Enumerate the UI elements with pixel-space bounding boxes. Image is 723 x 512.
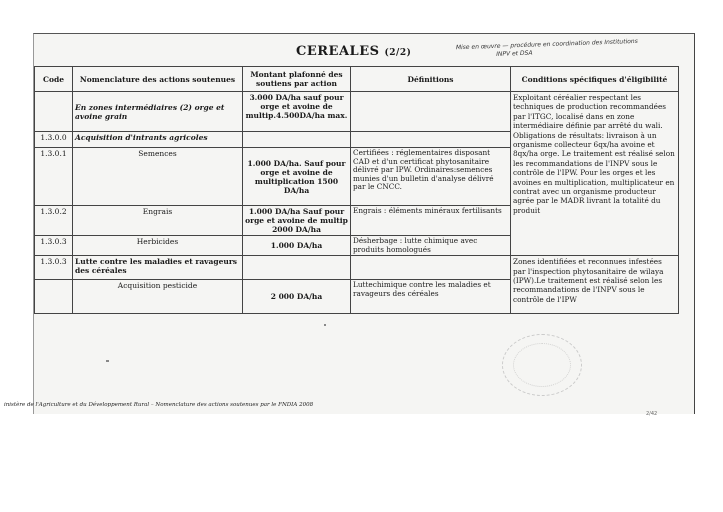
header-nomenclature: Nomenclature des actions soutenues bbox=[73, 67, 243, 92]
row-code: 1.3.0.1 bbox=[35, 148, 73, 206]
title-part: (2/2) bbox=[384, 48, 412, 58]
row-code: 1.3.0.0 bbox=[35, 132, 73, 148]
handwritten-note bbox=[456, 36, 701, 61]
row-definition: Certifiées : réglementaires disposant CAD et d'un certificat phytosanitaire délivré par IPW. Ordinaires:semences munies d'un bulletin d'analyse délivré par le CNCC. bbox=[351, 148, 511, 206]
row-definition: Luttechimique contre les maladies et ravageurs des céréales bbox=[351, 280, 511, 314]
row-code: 1.3.0.3 bbox=[35, 256, 73, 280]
handwritten-note-line2: INPV et DSA bbox=[496, 49, 533, 58]
header-conditions: Conditions spécifiques d'éligibilité bbox=[511, 67, 679, 92]
row-definition bbox=[351, 132, 511, 148]
row-montant: 1.000 DA/ha bbox=[243, 236, 351, 256]
nomenclature-table bbox=[34, 66, 679, 314]
handwritten-note-line1: Mise en œuvre — procédure en coordination des Institutions bbox=[455, 37, 638, 52]
row-definition bbox=[351, 92, 511, 132]
row-nomenclature: Semences bbox=[73, 148, 243, 206]
row-nomenclature: Acquisition d'intrants agricoles bbox=[73, 132, 243, 148]
table-header-row bbox=[35, 67, 679, 92]
row-nomenclature: Engrais bbox=[73, 206, 243, 236]
table-row bbox=[35, 92, 679, 132]
row-code: 1.3.0.2 bbox=[35, 206, 73, 236]
header-code: Code bbox=[35, 67, 73, 92]
title-main: CEREALES bbox=[296, 44, 380, 59]
row-code bbox=[35, 280, 73, 314]
row-montant bbox=[243, 132, 351, 148]
row-code bbox=[35, 92, 73, 132]
scan-speck bbox=[324, 324, 326, 326]
scan-speck bbox=[106, 360, 109, 362]
header-montant: Montant plafonné des soutiens par action bbox=[243, 67, 351, 92]
row-nomenclature: Acquisition pesticide bbox=[73, 280, 243, 314]
row-montant: 1.000 DA/ha Sauf pour orge et avoine de multip 2000 DA/ha bbox=[243, 206, 351, 236]
header-definitions: Définitions bbox=[351, 67, 511, 92]
row-nomenclature: Herbicides bbox=[73, 236, 243, 256]
conditions-cell-1: Exploitant céréalier respectant les techniques de production recommandées par l'ITGC, localisé dans en zone intermédiaire définie par arrêté du wali. Obligations de résultats: livraison à un organisme collecteur 6qx/ha avoine et 8qx/ha orge. Le traitement est réalisé selon les recommandations de l'INPV sous le contrôle de l'IPW. Pour les orges et les avoines en multiplication, multiplicateur en contrat avec un organisme producteur agrée par le MADR livrant la totalité du produit bbox=[511, 92, 679, 256]
document-sheet bbox=[4, 33, 695, 417]
conditions-cell-2: Zones identifiées et reconnues infestées par l'inspection phytosanitaire de wilaya (IPW).Le traitement est réalisé selon les recommandations de l'INPV sous le contrôle de l'IPW bbox=[511, 256, 679, 314]
row-montant bbox=[243, 256, 351, 280]
page-number: 2/42 bbox=[646, 411, 658, 417]
row-code: 1.3.0.3 bbox=[35, 236, 73, 256]
row-definition: Désherbage : lutte chimique avec produits homologués bbox=[351, 236, 511, 256]
row-montant: 2 000 DA/ha bbox=[243, 280, 351, 314]
row-nomenclature: En zones intermédiaires (2) orge et avoine grain bbox=[73, 92, 243, 132]
row-definition bbox=[351, 256, 511, 280]
row-montant: 3.000 DA/ha sauf pour orge et avoine de multip.4.500DA/ha max. bbox=[243, 92, 351, 132]
page-title bbox=[296, 44, 411, 59]
document-footer: inistère de l'Agriculture et du Développement Rural – Nomenclature des actions soutenues par le FNDIA 2008 bbox=[4, 402, 314, 408]
row-definition: Engrais : éléments minéraux fertilisants bbox=[351, 206, 511, 236]
row-nomenclature: Lutte contre les maladies et ravageurs des céréales bbox=[73, 256, 243, 280]
table-row bbox=[35, 256, 679, 280]
row-montant: 1.000 DA/ha. Sauf pour orge et avoine de multiplication 1500 DA/ha bbox=[243, 148, 351, 206]
official-stamp bbox=[502, 334, 582, 396]
